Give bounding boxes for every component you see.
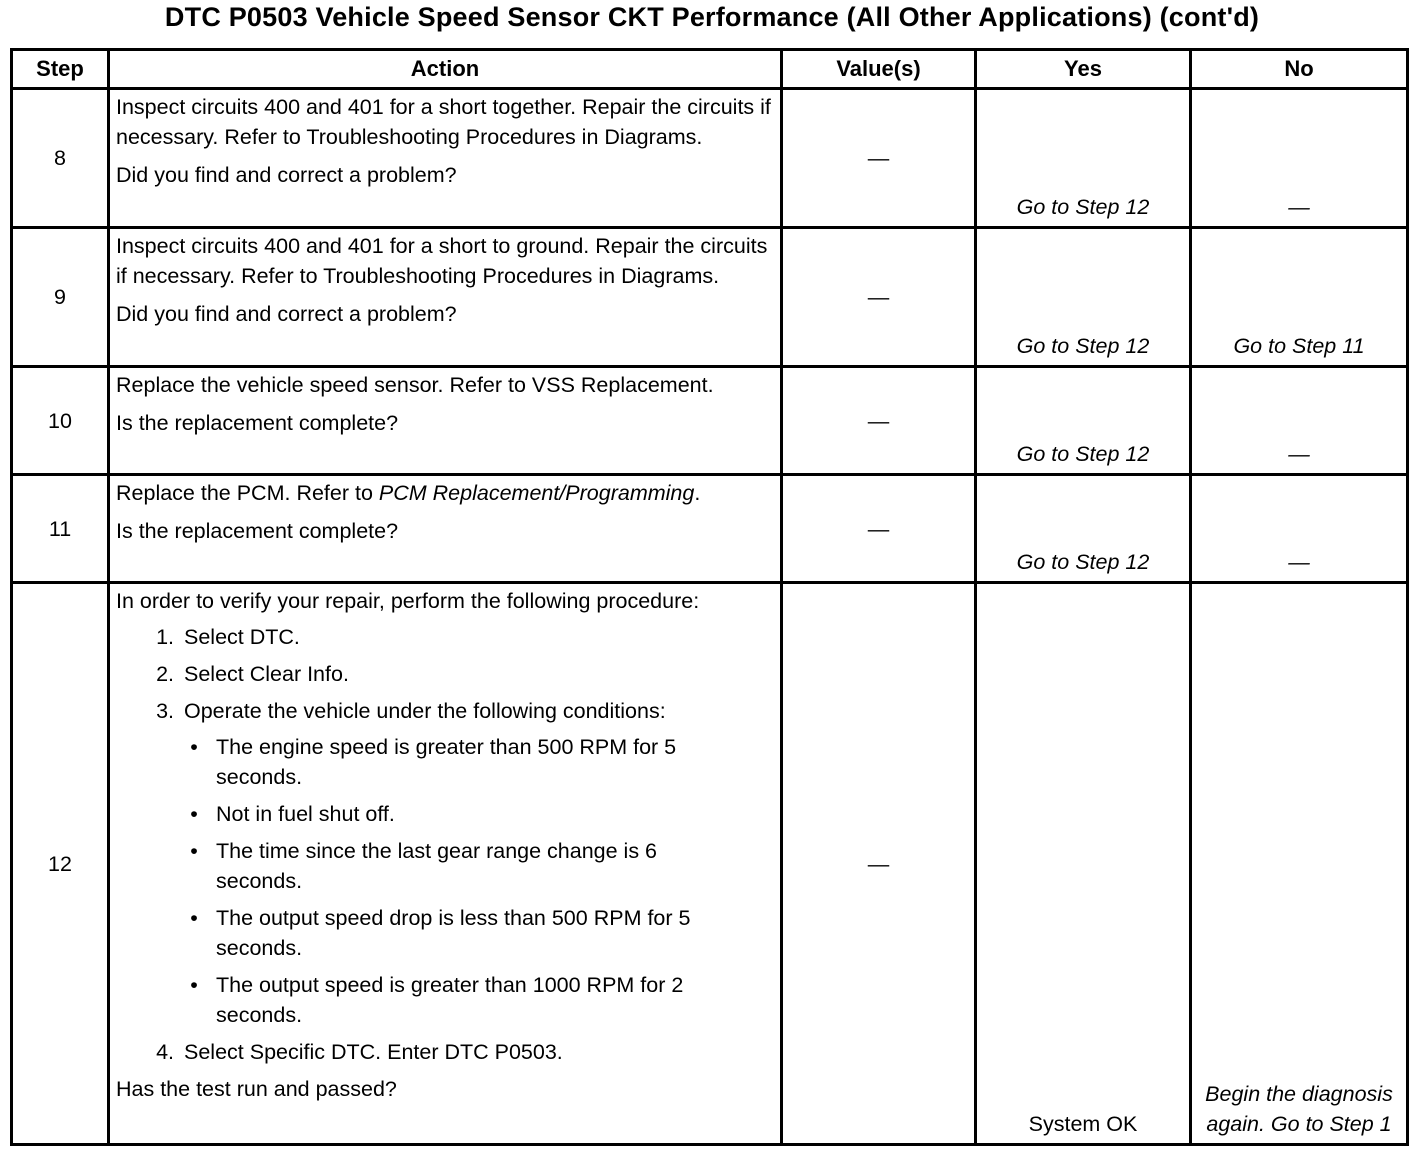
action-cell <box>109 89 782 228</box>
header-values: Value(s) <box>782 50 976 89</box>
action-prefix: Replace the PCM. Refer to <box>116 481 379 505</box>
sub-step-text: Operate the vehicle under the following conditions: <box>184 699 666 723</box>
sub-step-number: 1. <box>156 625 174 649</box>
yes-cell: Go to Step 12 <box>976 89 1191 228</box>
sub-step-text: Select DTC. <box>184 625 300 649</box>
action-text: Inspect circuits 400 and 401 for a short to ground. Repair the circuits if necessary. Refer to Troubleshooting Procedures in Diagrams. <box>116 234 768 288</box>
yes-cell: System OK <box>976 583 1191 1145</box>
action-question: Has the test run and passed? <box>116 1077 397 1101</box>
sub-step-number: 4. <box>156 1040 174 1064</box>
table-row <box>12 367 1408 475</box>
sub-step <box>116 1037 774 1067</box>
table-row <box>12 583 1408 1145</box>
sub-step <box>116 659 774 689</box>
sub-step-number: 3. <box>156 699 174 723</box>
step-number: 10 <box>12 367 109 475</box>
bullet-icon: • <box>190 802 198 826</box>
value-cell: — <box>782 367 976 475</box>
value-cell: — <box>782 228 976 367</box>
sub-step-text: Select Specific DTC. Enter DTC P0503. <box>184 1040 563 1064</box>
action-suffix: . <box>694 481 701 505</box>
condition-item <box>184 732 774 792</box>
condition-text: The output speed drop is less than 500 RPM for 5 seconds. <box>216 906 691 960</box>
diagnostic-table <box>10 48 1409 1146</box>
step-number: 11 <box>12 475 109 583</box>
bullet-icon: • <box>190 735 198 759</box>
condition-item <box>184 903 774 963</box>
yes-cell: Go to Step 12 <box>976 228 1191 367</box>
sub-step <box>116 622 774 652</box>
condition-text: Not in fuel shut off. <box>216 802 395 826</box>
action-question: Is the replacement complete? <box>116 411 399 435</box>
condition-item <box>184 970 774 1030</box>
sub-step <box>116 696 774 1030</box>
condition-list <box>184 732 774 1030</box>
action-intro: In order to verify your repair, perform the following procedure: <box>116 589 700 613</box>
page-title: DTC P0503 Vehicle Speed Sensor CKT Performance (All Other Applications) (cont'd) <box>164 2 1260 32</box>
step-number: 12 <box>12 583 109 1145</box>
header-row <box>12 50 1408 89</box>
action-question: Did you find and correct a problem? <box>116 302 457 326</box>
sub-step-list <box>116 622 774 1067</box>
action-cell <box>109 367 782 475</box>
condition-text: The time since the last gear range change is 6 seconds. <box>216 839 658 893</box>
table-row <box>12 228 1408 367</box>
sub-step-text: Select Clear Info. <box>184 662 349 686</box>
no-cell: Go to Step 11 <box>1191 228 1408 367</box>
condition-item <box>184 799 774 829</box>
header-no: No <box>1191 50 1408 89</box>
action-text: Replace the vehicle speed sensor. Refer to VSS Replacement. <box>116 373 714 397</box>
value-cell: — <box>782 583 976 1145</box>
table-row <box>12 475 1408 583</box>
value-cell: — <box>782 475 976 583</box>
action-question: Did you find and correct a problem? <box>116 163 457 187</box>
bullet-icon: • <box>190 906 198 930</box>
action-reference: PCM Replacement/Programming <box>378 481 695 505</box>
condition-text: The engine speed is greater than 500 RPM for 5 seconds. <box>216 735 677 789</box>
value-cell: — <box>782 89 976 228</box>
table-row <box>12 89 1408 228</box>
no-cell: — <box>1191 89 1408 228</box>
yes-cell: Go to Step 12 <box>976 475 1191 583</box>
no-cell: — <box>1191 367 1408 475</box>
condition-item <box>184 836 774 896</box>
action-question: Is the replacement complete? <box>116 519 399 543</box>
yes-cell: Go to Step 12 <box>976 367 1191 475</box>
no-cell: — <box>1191 475 1408 583</box>
bullet-icon: • <box>190 839 198 863</box>
action-cell <box>109 228 782 367</box>
action-text: Inspect circuits 400 and 401 for a short together. Repair the circuits if necessary. Refer to Troubleshooting Procedures in Diagrams. <box>116 95 771 149</box>
header-yes: Yes <box>976 50 1191 89</box>
bullet-icon: • <box>190 973 198 997</box>
action-cell <box>109 583 782 1145</box>
condition-text: The output speed is greater than 1000 RPM for 2 seconds. <box>216 973 684 1027</box>
action-text <box>116 478 774 508</box>
sub-step-number: 2. <box>156 662 174 686</box>
header-action: Action <box>109 50 782 89</box>
header-step: Step <box>12 50 109 89</box>
step-number: 8 <box>12 89 109 228</box>
action-cell <box>109 475 782 583</box>
step-number: 9 <box>12 228 109 367</box>
no-cell: Begin the diagnosis again. Go to Step 1 <box>1191 583 1408 1145</box>
